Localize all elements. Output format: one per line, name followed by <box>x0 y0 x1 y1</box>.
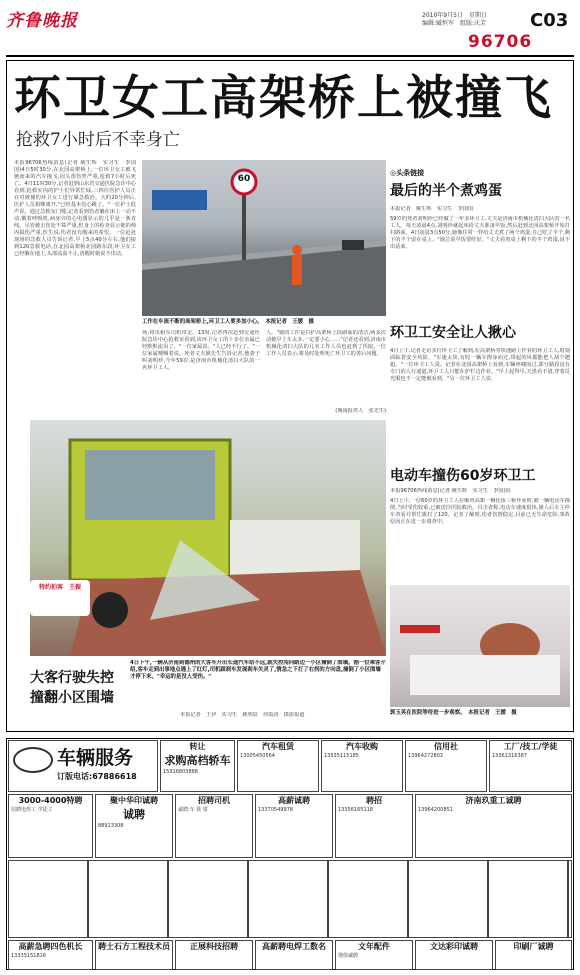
ad-title: 聚中华印诚聘 <box>110 796 158 805</box>
ad-text: 13335151816 <box>11 953 46 959</box>
bus-scene-graphic <box>30 420 386 656</box>
article-body-3: 人。"她的工作是扫护高架桥上段路面的清洁,两多次动她早上车太多,一定要小心……"记者还看到,济南市机械化清扫大队的几名工作人员也赶到了医院,一位工作人员表示,将及时处理死亡环卫工的善后问题。 <box>266 330 386 357</box>
date-line <box>422 12 487 28</box>
ad-cell <box>175 794 253 858</box>
story3-byline: 本报96706热线消息(记者 姚生辉 实习生 李国国) <box>390 488 511 494</box>
ad-cell <box>8 794 93 858</box>
story3-title: 电动车撞伤60岁环卫工 <box>390 468 536 484</box>
ad-cell <box>335 940 413 970</box>
ad-title: 3000-4000特聘 <box>18 796 83 805</box>
article-source: (城南报供人 张先生) <box>335 408 386 414</box>
phone-number: 67886618 <box>92 772 137 781</box>
ad-cell <box>160 740 235 792</box>
speed-limit-sign: 60 <box>237 174 251 184</box>
header-rule <box>6 55 574 57</box>
headline: 环卫女工高架桥上被撞飞 <box>14 71 553 126</box>
ad-title: 高薪诚聘 <box>278 796 310 805</box>
ad-title: 高薪聘电焊工数名 <box>262 942 326 951</box>
ad-cell <box>95 794 173 858</box>
story1-body: 59岁的死者刘明珍已经做了一年多环卫工,丈夫是济南市机械化清扫大队的一名工人。每天凌晨4点,刘明珍就起床给丈夫准备早饭,然后赶到北园高架桥开始打扫路面。4日凌晨3点50分,她像往常一样给丈夫煮了两个鸡蛋,自己吃了半个,剩下的半个留在桌上。"她总说早饭要吃好。"丈夫看着桌上剩下的半个鸡蛋,说不出话来。 <box>390 216 570 250</box>
ad-cell <box>321 740 403 792</box>
ad-text: 88913308 <box>98 823 124 829</box>
ad-text: 增值诚聘 <box>338 953 359 959</box>
ad-title: 正展科技招聘 <box>190 942 238 951</box>
newspaper-logo: 齐鲁晚报 <box>6 11 78 31</box>
ad-title: 济南玖重工诚聘 <box>465 796 522 805</box>
hospital-scene-graphic <box>390 585 570 707</box>
hospital-photo-caption: 郭玉英在医院等待进一步观察。 本报记者 王媛 摄 <box>390 710 517 716</box>
bus-story-credit: 本报记者 王伊 实习生 姚明辰 何霞涛 摄影报道 <box>180 712 305 718</box>
ad-text: 13005450564 <box>240 753 275 759</box>
ad-cell <box>255 794 333 858</box>
bus-story-caption: 4日下午,一辆从济南到德州的大客车开出长途汽车站不远,就失控闯向路边一小区撞倒了围墙。据一位乘客介绍,客车走到出事地点遇上了红灯,司机踩刹车发现刹车失灵了,情急之下打了右拐的方向盘,撞倒了小区围墙才停下来。"幸运的是没人受伤。" <box>130 660 386 680</box>
ad-title: 工厂/技工/学徒 <box>503 742 558 751</box>
vehicle-service-title: 车辆服务 <box>57 747 134 769</box>
ad-highlight: 求购高档轿车 <box>164 754 231 767</box>
bus-title-line-1: 大客行驶失控 <box>30 670 114 686</box>
ad-text: 招聘电焊工 学徒工 <box>11 807 53 813</box>
ad-cell <box>175 940 253 970</box>
ad-text: 13964272803 <box>408 753 443 759</box>
ad-title: 转让 <box>189 742 206 751</box>
ad-cell <box>335 794 413 858</box>
ad-cell <box>495 940 572 970</box>
ad-text: 诚聘:车 铣 钳 <box>178 807 208 813</box>
ad-title: 文年配件 <box>358 942 390 951</box>
car-icon <box>13 747 53 773</box>
ad-title: 聘士石方工程技术员 <box>98 942 170 951</box>
photographer-badge: 特约拍客 王振 <box>30 580 90 616</box>
page-code: C03 <box>530 10 569 31</box>
ad-title: 聘招 <box>366 796 382 805</box>
ad-cell <box>415 794 572 858</box>
ad-title: 汽车收购 <box>346 742 378 751</box>
highway-photo-caption: 工作在车流不断的高架桥上,环卫工人要多加小心。 本报记者 王媛 摄 <box>142 319 314 325</box>
ad-text: 15316803888 <box>163 769 198 775</box>
ad-text: 13356165118 <box>338 807 373 813</box>
story1-title: 最后的半个煮鸡蛋 <box>390 183 502 199</box>
article-body-2: 场,将出租车司机带走。13时,记者再次赶到交通医院急诊中心抢救室看到,该环卫女工的十多位亲属已经默默流泪了。"一位家属说。"人已经不行了。"一位家属哽咽着说。死者丈夫姚先生告诉记者,他妻子叫刘明珍,今年59岁,是济南市机械化清扫大队的一名环卫工人。 <box>142 330 260 371</box>
ad-title: 汽车租赁 <box>262 742 294 751</box>
hotline-number: 96706 <box>468 32 533 52</box>
story3-body: 4日上午,一位60岁的环卫工人在顺河高架一侧化妆三桥作业时,被一辆电动车撞倒,当时受伤较重,已被送往医院救治。目击者称,电动车速度很快,撞人后车主停车查看并帮忙拨打了120。记者了解到,伤者伤情稳定,目前已无生命危险,事故原因正在进一步调查中。 <box>390 498 570 525</box>
ad-text: 13361316387 <box>492 753 527 759</box>
ad-cell <box>415 940 493 970</box>
ad-cell <box>489 740 572 792</box>
ad-text: 13964200851 <box>418 807 453 813</box>
article-body-1: 本报96706热线消息(记者 姚生辉 实习生 李国国)4日5时30分,在北园高架桥上,一位环卫女工被飞驰而来的汽车撞飞,因头部伤势严重,抢救7小时后死亡。4日11时30分,记者赶到山东省交通医院急诊中心看到,抢救室内的护士们异常忙碌,三四位医护人员正在对被撞的环卫女工进行紧急救治。大约20分钟后,医护人员相继离开,"已经基本没心跳了。"一位护士低声说。通过急救室门缝,记者看到伤者躺在床上一动不动,戴着呼吸机,病床旁的心电图显示的几乎是一条直线。尽管被击伤处不算严重,但身上的检查显示她的颅内损伤严重,医生说,伤者没有醒来的希望。一位赶赴现场的急救人员告诉记者,早上5点40分左右,他们接到120急救电话,在北园高架桥北园路东段,环卫女工已经躺在地上,头部流血不止,清醒时她说不出话。 <box>14 160 136 257</box>
headline-link-label: 头条链接 <box>396 169 425 177</box>
editor-line: 编辑:臧恒军 组版:庆芳 <box>422 20 487 27</box>
story1-byline: 本报记者 姚生辉 实习生 李国国 <box>390 206 474 212</box>
subheadline: 抢救7小时后不幸身亡 <box>16 130 180 150</box>
ad-title: 印刷厂诚聘 <box>513 942 554 951</box>
ad-title: 高薪急聘四色机长 <box>18 942 83 951</box>
vehicle-service-phone <box>57 771 137 782</box>
highway-scene-graphic <box>142 160 386 316</box>
ad-cell <box>255 940 333 970</box>
ad-title: 信用社 <box>434 742 458 751</box>
ad-cell <box>95 940 173 970</box>
phone-label: 订版电话: <box>57 772 93 781</box>
ad-filler-block <box>8 860 572 938</box>
bus-accident-photo <box>30 420 386 656</box>
ad-highlight: 诚聘 <box>123 808 145 821</box>
highway-photo <box>142 160 386 316</box>
issue-date: 2010年9月5日 星期日 <box>422 12 487 19</box>
story2-title: 环卫工安全让人揪心 <box>390 325 516 341</box>
ad-cell <box>405 740 487 792</box>
story2-body: 4日上午,记者走访多位环卫工了解到,在高架桥等快速路上作业的环卫工人,时刻面临着安全风险。"车速太快,有时一辆车擦身而过,带起的风都能把人刮个趔趄。"一位环卫工人说。记者在北园高架桥上看到,车辆呼啸而过,部分路段没有专门的人行通道,环卫工人只能在护栏边作业。"早上起得早,天黑看不清,穿着反光服也不一定能被看到。"另一位环卫工人说。 <box>390 348 570 382</box>
hospital-photo <box>390 585 570 707</box>
bus-story-title <box>30 668 114 708</box>
ad-title: 招聘司机 <box>198 796 230 805</box>
ad-cell <box>237 740 319 792</box>
bus-title-line-2: 撞翻小区围墙 <box>30 690 114 706</box>
ad-cell <box>8 940 93 970</box>
ad-text: 13535115185 <box>324 753 359 759</box>
headline-link-tag: ◎头条链接 <box>390 169 425 177</box>
ad-text: 13370549978 <box>258 807 293 813</box>
vehicle-service-banner <box>8 740 158 792</box>
ad-title: 文达彩印诚聘 <box>430 942 478 951</box>
